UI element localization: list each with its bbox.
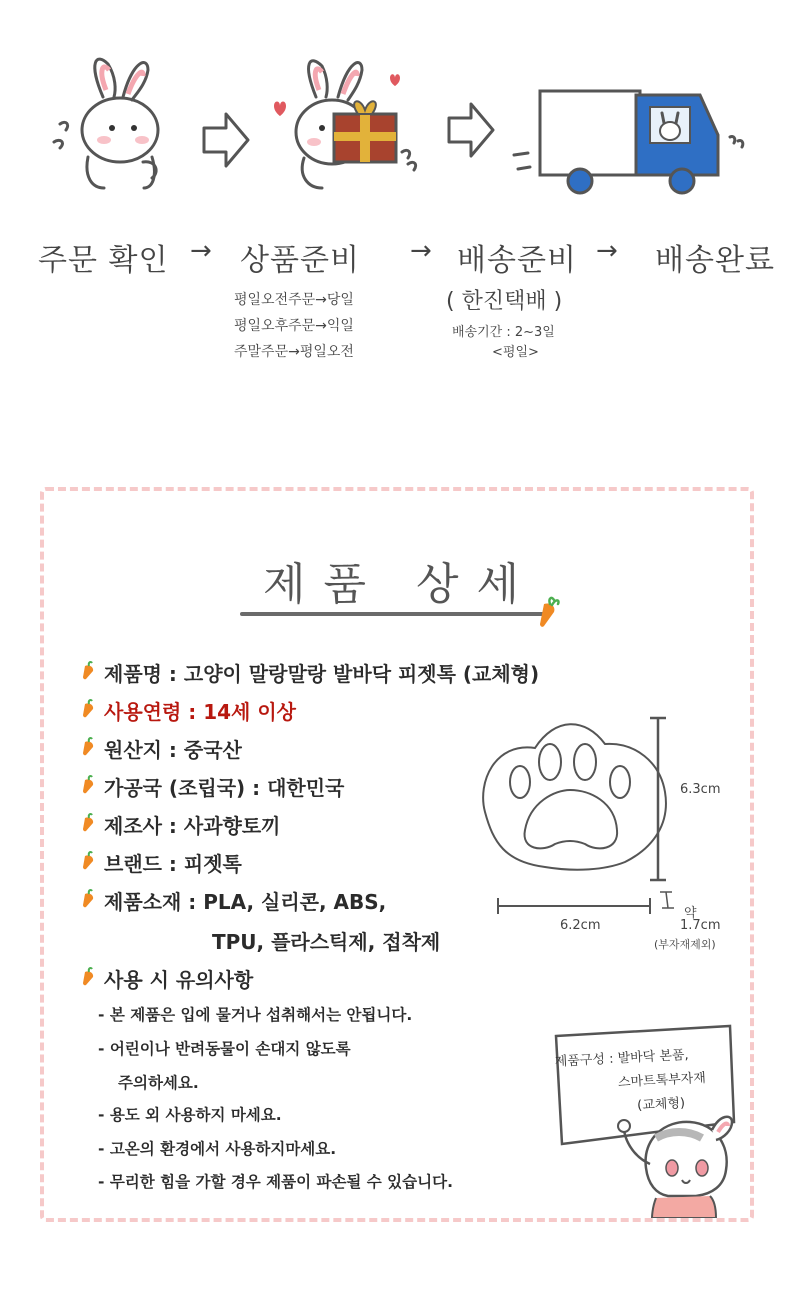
step-arrow: → bbox=[190, 236, 212, 266]
mascot-girl-illustration bbox=[616, 1108, 746, 1218]
carrot-icon bbox=[82, 660, 96, 685]
step-shipping-prep: 배송준비 bbox=[457, 243, 577, 278]
carrot-icon bbox=[82, 736, 96, 761]
step-delivered: 배송완료 bbox=[655, 243, 775, 278]
spec-manufacturer bbox=[82, 810, 280, 839]
spec-product-name bbox=[82, 658, 539, 687]
carrot-icon bbox=[82, 966, 96, 991]
caution-heading bbox=[82, 964, 253, 993]
step-arrow: → bbox=[410, 236, 432, 266]
caution-item: - 본 제품은 입에 물거나 섭취해서는 안됩니다. bbox=[98, 1006, 413, 1024]
caution-item: - 용도 외 사용하지 마세요. bbox=[98, 1106, 282, 1124]
carrier-label: ( 한진택배 ) bbox=[446, 289, 563, 314]
prep-note: 주말주문→평일오전 bbox=[234, 344, 354, 360]
carrot-icon bbox=[82, 774, 96, 799]
spec-label: 제조사 : 사과향토끼 bbox=[104, 814, 281, 838]
title-underline bbox=[240, 612, 545, 616]
caution-item: - 고온의 환경에서 사용하지마세요. bbox=[98, 1140, 337, 1158]
spec-material bbox=[82, 886, 386, 915]
carrot-icon bbox=[82, 850, 96, 875]
composition-line: 스마트톡부자재 bbox=[617, 1070, 707, 1091]
dimension-height: 6.3cm bbox=[680, 782, 721, 797]
carrot-icon bbox=[536, 594, 562, 628]
caution-item: 주의하세요. bbox=[118, 1074, 199, 1092]
spec-material-continued: TPU, 플라스틱제, 접착제 bbox=[212, 930, 441, 954]
step-arrow: → bbox=[596, 236, 618, 266]
bunny-gift-illustration bbox=[268, 52, 428, 192]
dimension-width: 6.2cm bbox=[560, 918, 601, 933]
caution-item: - 무리한 힘을 가할 경우 제품이 파손될 수 있습니다. bbox=[98, 1173, 453, 1191]
dimension-depth: 1.7cm bbox=[680, 918, 721, 933]
carrot-icon bbox=[82, 888, 96, 913]
dimension-depth-approx: 약 bbox=[684, 906, 697, 921]
spec-assembly-country bbox=[82, 772, 344, 801]
step-order-confirm: 주문 확인 bbox=[38, 243, 169, 278]
spec-label: 사용 시 유의사항 bbox=[104, 968, 254, 992]
process-arrow-icon bbox=[200, 110, 252, 170]
carrot-icon bbox=[82, 698, 96, 723]
carrot-icon bbox=[82, 812, 96, 837]
spec-brand bbox=[82, 848, 242, 877]
caution-item: - 어린이나 반려동물이 손대지 않도록 bbox=[98, 1040, 351, 1058]
spec-label: 원산지 : 중국산 bbox=[104, 738, 242, 762]
spec-label: 제품소재 : PLA, 실리콘, ABS, bbox=[104, 890, 387, 914]
shipping-period: 배송기간 : 2~3일 bbox=[452, 325, 555, 340]
prep-note: 평일오전주문→당일 bbox=[234, 292, 354, 308]
spec-origin bbox=[82, 734, 242, 763]
dimension-lines bbox=[490, 712, 690, 922]
dimension-depth-note: (부자재제외) bbox=[654, 938, 716, 951]
delivery-truck-illustration bbox=[510, 85, 750, 205]
spec-label: 제품명 : 고양이 말랑말랑 발바닥 피젯톡 (교체형) bbox=[104, 662, 540, 686]
process-arrow-icon bbox=[445, 100, 497, 160]
step-product-prep: 상품준비 bbox=[240, 243, 360, 278]
spec-label: 브랜드 : 피젯톡 bbox=[104, 852, 242, 876]
detail-title: 제품 상세 bbox=[262, 559, 537, 610]
shipping-period-note: <평일> bbox=[492, 345, 539, 360]
composition-line: 제품구성 : 발바닥 본품, bbox=[554, 1047, 689, 1070]
spec-label: 가공국 (조립국) : 대한민국 bbox=[104, 776, 345, 800]
bunny-thinking-illustration bbox=[48, 52, 178, 192]
prep-note: 평일오후주문→익일 bbox=[234, 318, 354, 334]
spec-label: 사용연령 : 14세 이상 bbox=[104, 700, 296, 724]
composition-line: (교체형) bbox=[636, 1095, 686, 1114]
prep-note-list bbox=[234, 287, 354, 365]
spec-age bbox=[82, 696, 296, 725]
